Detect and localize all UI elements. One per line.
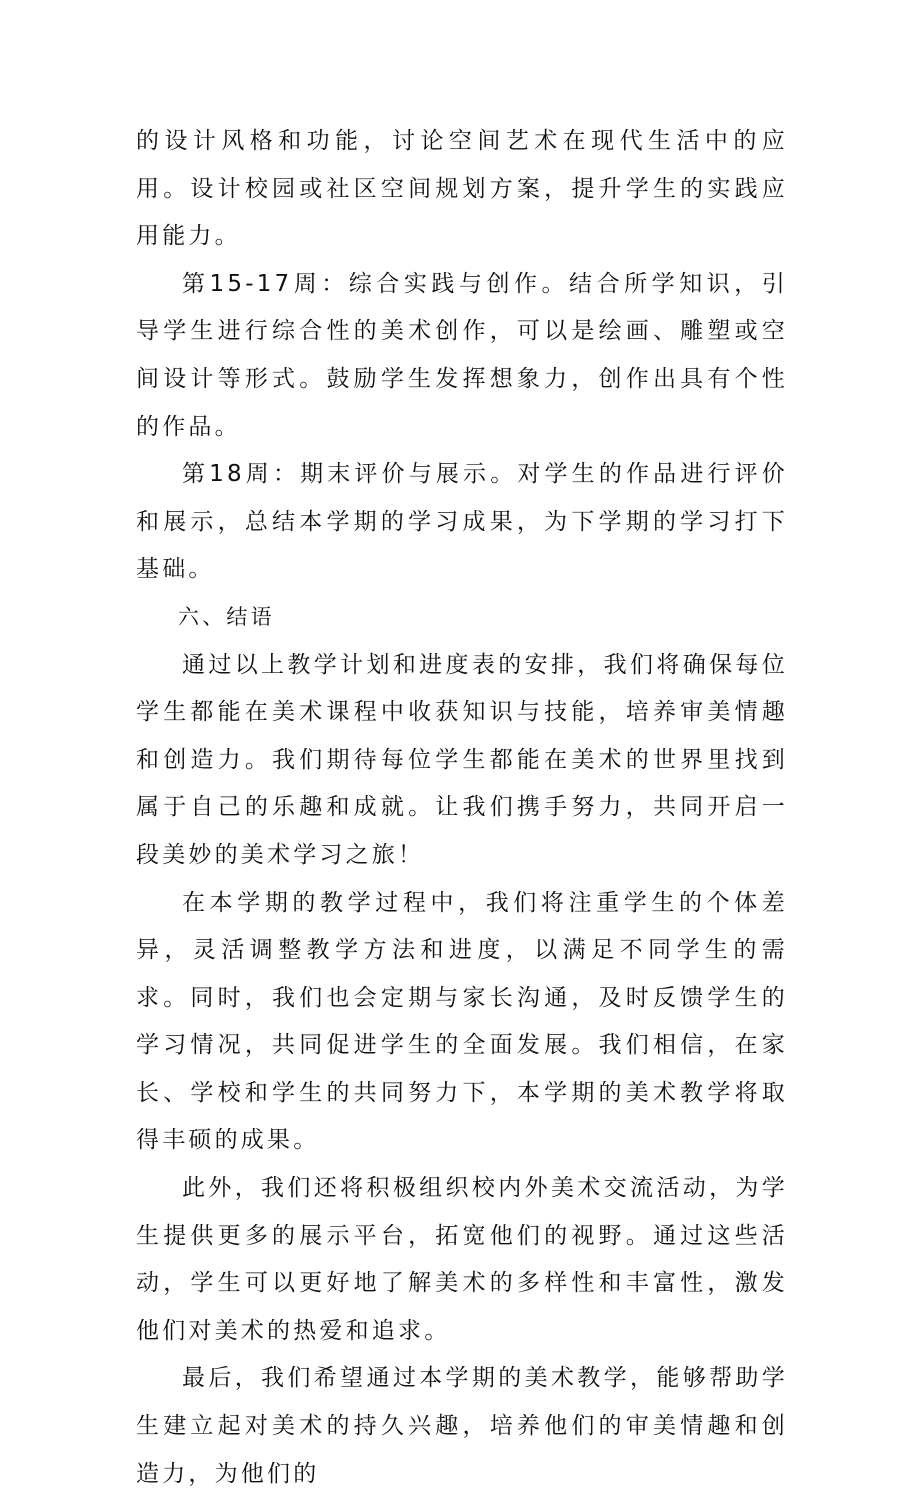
- document-body: [136, 118, 788, 1498]
- paragraph-week-18: 第18周：期末评价与展示。对学生的作品进行评价和展示，总结本学期的学习成果，为下学期的学习打下基础。: [136, 461, 788, 583]
- section-heading-conclusion: 六、结语: [178, 604, 275, 629]
- paragraph-conclusion-4: 最后，我们希望通过本学期的美术教学，能够帮助学生建立起对美术的持久兴趣，培养他们的审美情趣和创造力，为他们的: [136, 1365, 788, 1487]
- paragraph-conclusion-3: 此外，我们还将积极组织校内外美术交流活动，为学生提供更多的展示平台，拓宽他们的视野。通过这些活动，学生可以更好地了解美术的多样性和丰富性，激发他们对美术的热爱和追求。: [136, 1175, 788, 1344]
- paragraph-conclusion-1: 通过以上教学计划和进度表的安排，我们将确保每位学生都能在美术课程中收获知识与技能，培养审美情趣和创造力。我们期待每位学生都能在美术的世界里找到属于自己的乐趣和成就。让我们携手努力，共同开启一段美妙的美术学习之旅！: [136, 651, 788, 868]
- paragraph-continued: 的设计风格和功能，讨论空间艺术在现代生活中的应用。设计校园或社区空间规划方案，提升学生的实践应用能力。: [136, 128, 788, 250]
- paragraph-weeks-15-17: 第15-17周：综合实践与创作。结合所学知识，引导学生进行综合性的美术创作，可以是绘画、雕塑或空间设计等形式。鼓励学生发挥想象力，创作出具有个性的作品。: [136, 270, 788, 440]
- paragraph-conclusion-2: 在本学期的教学过程中，我们将注重学生的个体差异，灵活调整教学方法和进度，以满足不同学生的需求。同时，我们也会定期与家长沟通，及时反馈学生的学习情况，共同促进学生的全面发展。我们相信，在家长、学校和学生的共同努力下，本学期的美术教学将取得丰硕的成果。: [136, 889, 788, 1154]
